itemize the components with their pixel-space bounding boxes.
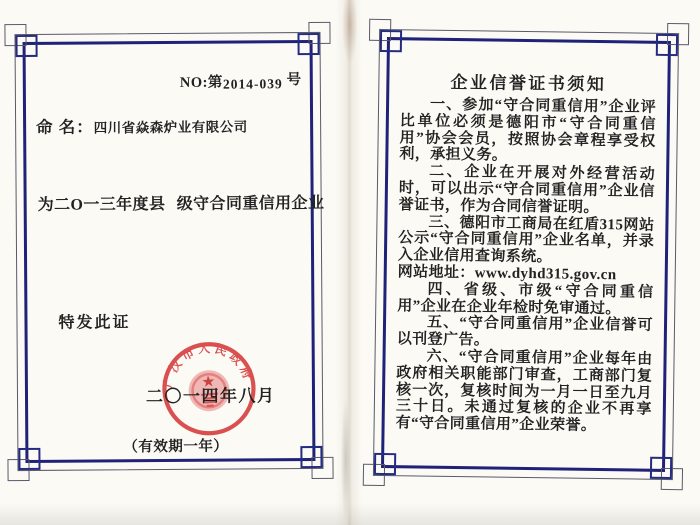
- notice-paragraph: 三、德阳市工商局在红盾315网站公示“守合同重信用”企业名单，并录入企业信用查询系统。: [397, 214, 655, 266]
- corner-ornament: [650, 457, 672, 479]
- company-name: 四川省焱森炉业有限公司: [93, 119, 248, 136]
- issue-date: 二〇一四年八月: [145, 386, 276, 407]
- corner-ornament: [380, 30, 402, 52]
- company-name-line: [36, 112, 248, 137]
- notice-paragraph: 五、“守合同重信用”企业信誉可以刊登广告。: [396, 314, 654, 349]
- seal-text: 广汉市人民政府: [160, 340, 257, 390]
- notice-paragraph: 二、企业在开展对外经营活动时，可以出示“守合同重信用”企业信誉证书，作为合同信誉证明。: [398, 163, 656, 216]
- notice-paragraph: 六、“守合同重信用”企业每年由政府相关职能部门审查，工商部门复核一次，复核时间为一月一日至九月三十日。未通过复核的企业不再享有“守合同重信用”企业荣誉。: [395, 348, 653, 435]
- certificate-right-page: [373, 29, 679, 480]
- notice-body: [396, 96, 657, 435]
- serial-suffix: 号: [286, 72, 302, 89]
- corner-ornament: [15, 35, 37, 57]
- validity-note: （有效期一年）: [123, 438, 229, 456]
- corner-ornament: [300, 446, 322, 468]
- award-line: 为二O一三年度县 级守合同重信用企业: [37, 194, 325, 214]
- corner-ornament: [374, 453, 396, 475]
- name-label: 命 名：: [36, 117, 94, 137]
- corner-ornament: [656, 34, 678, 56]
- book-fold-crease: [328, 0, 370, 525]
- serial-number: 2014-039: [222, 76, 283, 92]
- corner-ornament: [297, 33, 319, 55]
- notice-paragraph: 网站地址：www.dyhd315.gov.cn: [397, 264, 617, 284]
- notice-paragraph: 四、省级、市级“守合同重信用”企业在企业年检时免审通过。: [397, 281, 654, 317]
- notice-title: 企业信誉证书须知: [450, 72, 607, 95]
- notice-paragraph: 一、参加“守合同重信用”企业评比单位必须是德阳市“守合同重信用”协会会员，按照协会章程享受权利，承担义务。: [399, 96, 657, 165]
- scan-bottom-edge: [0, 503, 700, 525]
- corner-ornament: [18, 448, 40, 470]
- serial-number-line: [180, 70, 302, 92]
- issue-statement: 特发此证: [58, 314, 131, 332]
- serial-prefix: NO:第: [179, 74, 223, 91]
- certificate-left-page: [14, 32, 323, 471]
